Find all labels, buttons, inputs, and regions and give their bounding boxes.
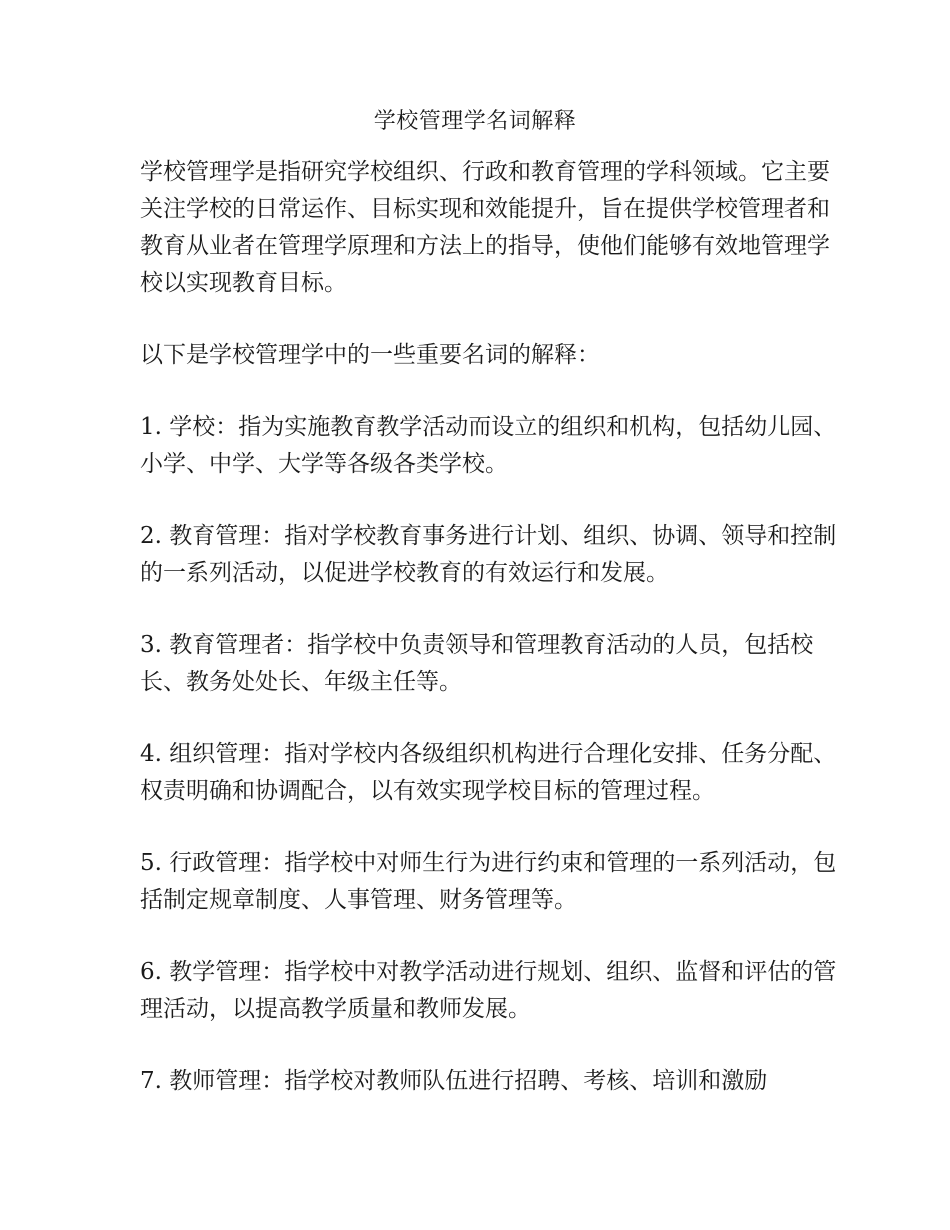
paragraph-intro: 学校管理学是指研究学校组织、行政和教育管理的学科领域。它主要关注学校的日常运作、目标实现和效能提升，旨在提供学校管理者和教育从业者在管理学原理和方法上的指导，使他们能够有效地管理学校以实现教育目标。: [140, 159, 830, 296]
term-teaching-management: 6. 教学管理：指学校中对教学活动进行规划、组织、监督和评估的管理活动，以提高教学质量和教师发展。: [140, 959, 837, 1022]
term-school: 1. 学校：指为实施教育教学活动而设立的组织和机构，包括幼儿园、小学、中学、大学等各级各类学校。: [140, 414, 837, 477]
term-education-manager: 3. 教育管理者：指学校中负责领导和管理教育活动的人员，包括校长、教务处处长、年级主任等。: [140, 632, 814, 695]
document-body: [140, 154, 840, 1100]
term-administrative-management: 5. 行政管理：指学校中对师生行为进行约束和管理的一系列活动，包括制定规章制度、人事管理、财务管理等。: [140, 850, 837, 913]
document-title: 学校管理学名词解释: [373, 109, 577, 134]
term-teacher-management: 7. 教师管理：指学校对教师队伍进行招聘、考核、培训和激励: [140, 1068, 768, 1094]
paragraph-lead-in: 以下是学校管理学中的一些重要名词的解释：: [140, 342, 600, 368]
term-education-management: 2. 教育管理：指对学校教育事务进行计划、组织、协调、领导和控制的一系列活动，以促进学校教育的有效运行和发展。: [140, 523, 837, 586]
term-organization-management: 4. 组织管理：指对学校内各级组织机构进行合理化安排、任务分配、权责明确和协调配合，以有效实现学校目标的管理过程。: [140, 741, 837, 804]
